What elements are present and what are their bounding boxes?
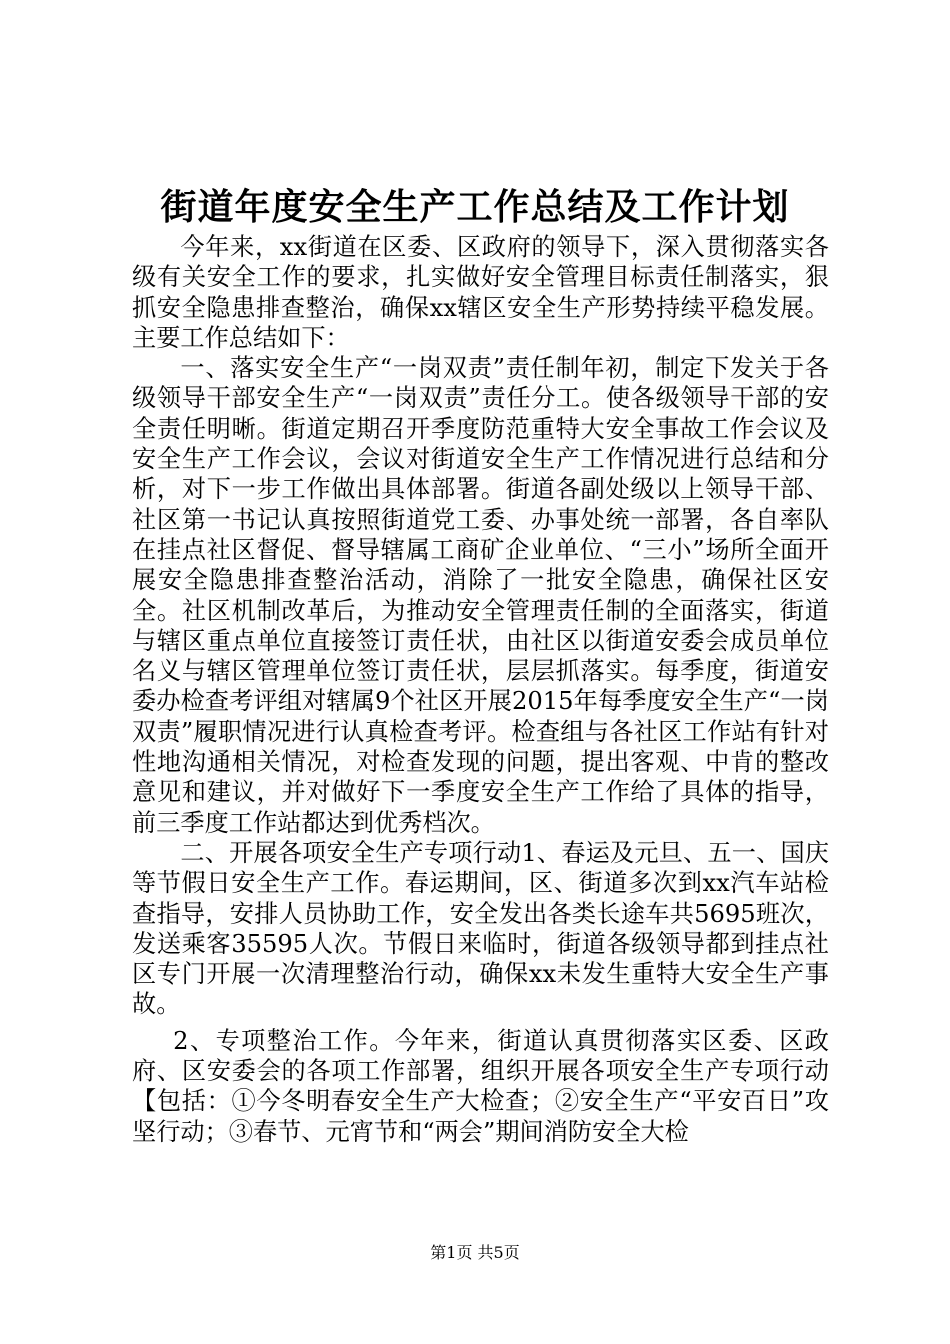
paragraph-section-1: 一、落实安全生产“一岗双责”责任制年初，制定下发关于各级领导干部安全生产“一岗双责”责任分工。使各级领导干部的安全责任明晰。街道定期召开季度防范重特大安全事故工作会议及安全生产工作会议，会议对街道安全生产工作情况进行总结和分析，对下一步工作做出具体部署。街道各副处级以上领导干部、社区第一书记认真按照街道党工委、办事处统一部署，各自率队在挂点社区督促、督导辖属工商矿企业单位、“三小”场所全面开展安全隐患排查整治活动，消除了一批安全隐患，确保社区安全。社区机制改革后，为推动安全管理责任制的全面落实，街道与辖区重点单位直接签订责任状，由社区以街道安委会成员单位名义与辖区管理单位签订责任状，层层抓落实。每季度，街道安委办检查考评组对辖属9个社区开展2015年每季度安全生产“一岗双责”履职情况进行认真检查考评。检查组与各社区工作站有针对性地沟通相关情况，对检查发现的问题，提出客观、中肯的整改意见和建议，并对做好下一季度安全生产工作给了具体的指导，前三季度工作站都达到优秀档次。 xyxy=(132,354,829,837)
page-number-footer: 第1页 共5页 xyxy=(430,1243,520,1262)
paragraph-section-2: 二、开展各项安全生产专项行动1、春运及元旦、五一、国庆等节假日安全生产工作。春运期间，区、街道多次到xx汽车站检查指导，安排人员协助工作，安全发出各类长途车共5695班次，发送乘客35595人次。节假日来临时，街道各级领导都到挂点社区专门开展一次清理整治行动，确保xx未发生重特大安全生产事故。 xyxy=(132,838,829,1019)
paragraph-section-2-item-2: 2、专项整治工作。今年来，街道认真贯彻落实区委、区政府、区安委会的各项工作部署，组织开展各项安全生产专项行动【包括：①今冬明春安全生产大检查；②安全生产“平安百日”攻坚行动；③春节、元宵节和“两会”期间消防安全大检 xyxy=(132,1026,829,1146)
document-body xyxy=(132,232,829,1147)
paragraph-intro: 今年来，xx街道在区委、区政府的领导下，深入贯彻落实各级有关安全工作的要求，扎实做好安全管理目标责任制落实，狠抓安全隐患排查整治，确保xx辖区安全生产形势持续平稳发展。主要工作总结如下： xyxy=(132,233,829,352)
document-title: 街道年度安全生产工作总结及工作计划 xyxy=(160,186,790,228)
